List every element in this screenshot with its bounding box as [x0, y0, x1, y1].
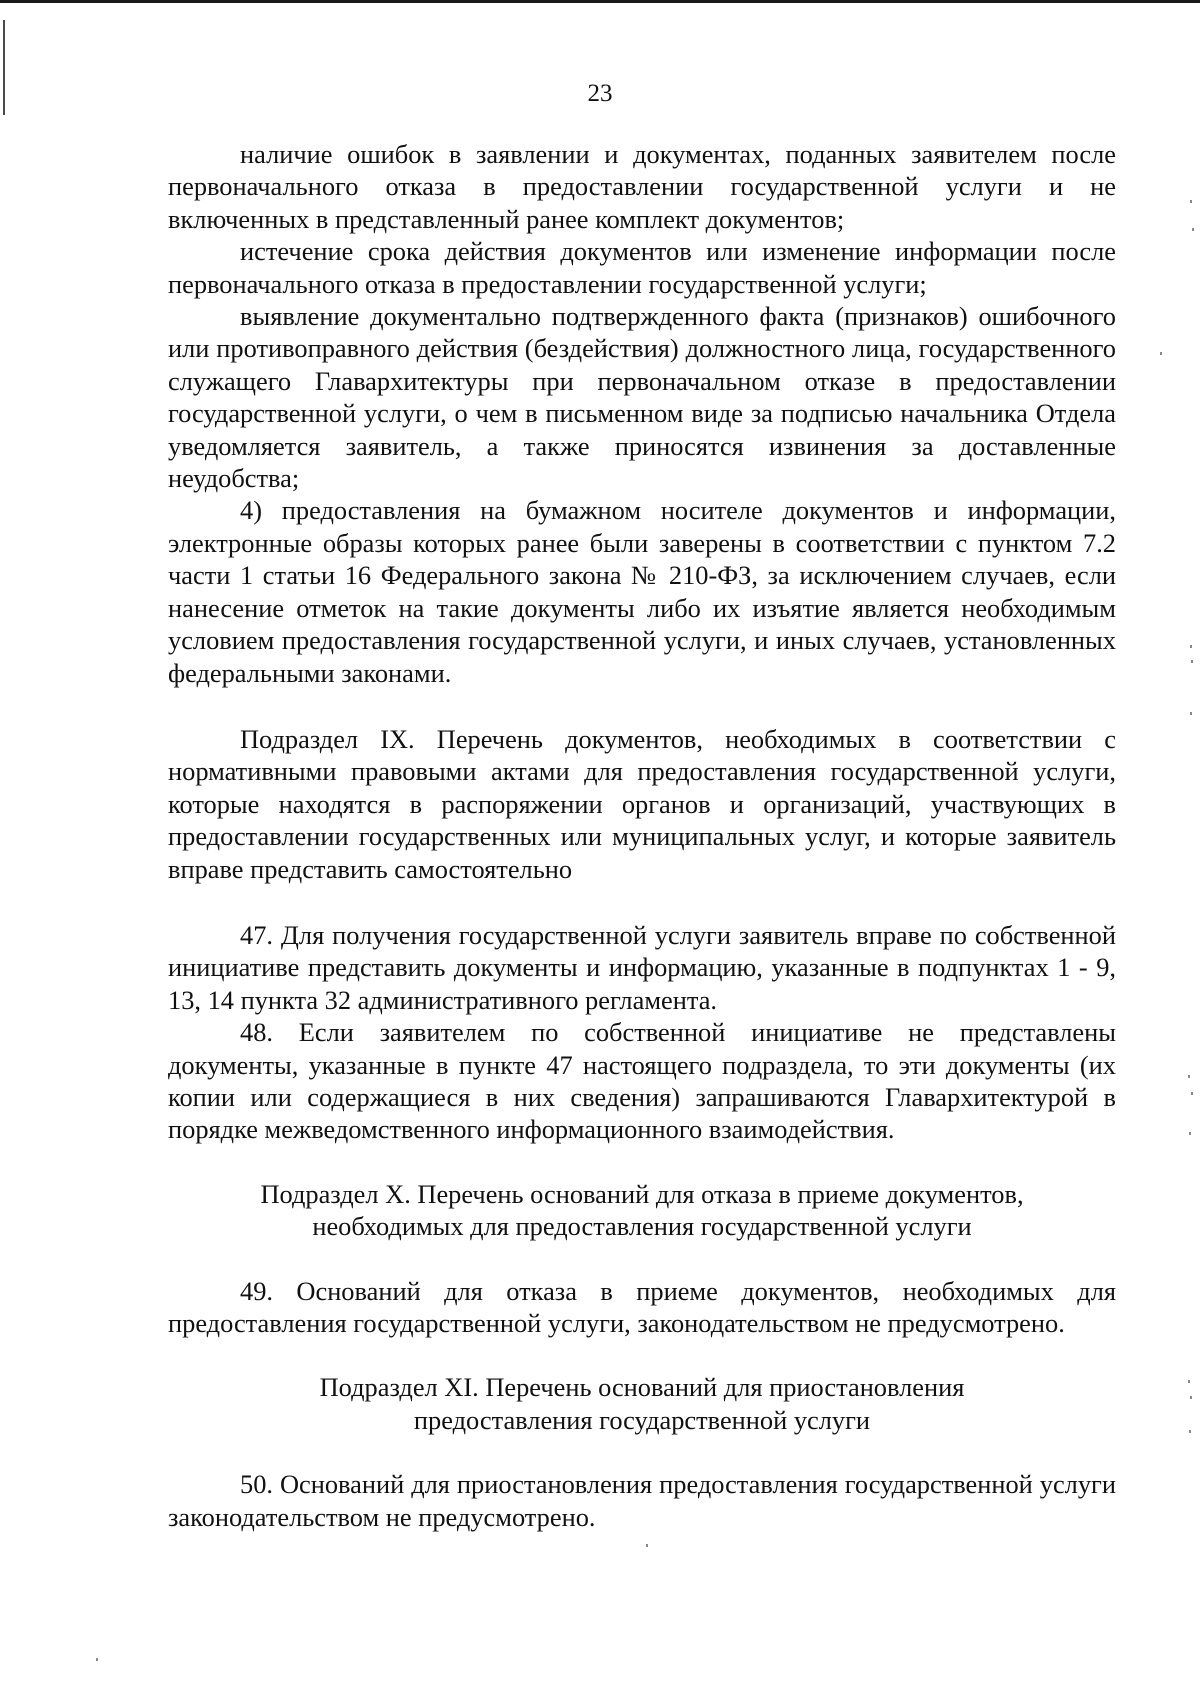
scan-speck	[1189, 1430, 1191, 1433]
scan-top-border	[0, 0, 1200, 3]
scan-speck	[1189, 1132, 1191, 1135]
paragraph-paper-documents: 4) предоставления на бумажном носителе документов и информации, электронные образы которых ранее были заверены в соответствии с пунктом 7.2 части 1 статьи 16 Федерального закона № 210-ФЗ, за исключением случаев, если нанесение отметок на такие документы либо их изъятие является необходимым условием предоставления государственной услуги, и иных случаев, установленных федеральными законами.	[168, 495, 1116, 688]
spacer	[168, 1243, 1116, 1275]
scan-speck	[96, 1658, 98, 1661]
spacer	[168, 1436, 1116, 1468]
scan-speck	[1191, 660, 1193, 663]
subsection-x-title-line2: необходимых для предоставления государственной услуги	[312, 1211, 972, 1242]
subsection-ix-title: Подраздел IX. Перечень документов, необходимых в соответствии с нормативными правовыми актами для предоставления государственной услуги, которые находятся в распоряжении органов и организаций, участвующих в предоставлении государственных или муниципальных услуг, и которые заявитель вправе представить самостоятельно	[168, 723, 1116, 884]
item-49: 49. Оснований для отказа в приеме документов, необходимых для предоставления государственной услуги, законодательством не предусмотрено.	[168, 1275, 1116, 1338]
scan-speck	[1190, 200, 1192, 203]
scan-speck	[1190, 712, 1192, 715]
scan-speck	[1160, 352, 1162, 355]
item-47: 47. Для получения государственной услуги заявитель вправе по собственной инициативе представить документы и информацию, указанные в подпунктах 1 - 9, 13, 14 пункта 32 административного регламента.	[168, 919, 1116, 1015]
paragraph-official-misconduct: выявление документально подтвержденного факта (признаков) ошибочного или противоправного действия (бездействия) должностного лица, государственного служащего Главархитектуры при первоначальном отказе в предоставлении государственной услуги, о чем в письменном виде за подписью начальника Отдела уведомляется заявитель, а также приносятся извинения за доставленные неудобства;	[168, 301, 1116, 494]
subsection-xi-title-line2: предоставления государственной услуги	[413, 1404, 871, 1435]
spacer	[168, 885, 1116, 919]
spacer	[168, 1146, 1116, 1178]
item-48: 48. Если заявителем по собственной инициативе не представлены документы, указанные в пункте 47 настоящего подраздела, то эти документы (их копии или содержащиеся в них сведения) запрашиваются Главархитектурой в порядке межведомственного информационного взаимодействия.	[168, 1017, 1116, 1145]
scan-speck	[1190, 1396, 1192, 1399]
paragraph-document-expiry: истечение срока действия документов или изменение информации после первоначального отказа в предоставлении государственной услуги;	[168, 236, 1116, 299]
spacer	[168, 689, 1116, 723]
subsection-x-title-line1: Подраздел X. Перечень оснований для отказа в приеме документов,	[260, 1178, 1024, 1209]
scan-speck	[1188, 1380, 1190, 1383]
scan-speck	[1191, 1092, 1193, 1095]
scan-speck	[646, 1544, 648, 1547]
subsection-x-title	[168, 1178, 1116, 1243]
scan-speck	[1190, 645, 1192, 648]
item-50: 50. Оснований для приостановления предоставления государственной услуги законодательством не предусмотрено.	[168, 1469, 1116, 1532]
document-body	[168, 138, 1116, 1533]
scan-speck	[1188, 1075, 1190, 1078]
paragraph-errors-in-application: наличие ошибок в заявлении и документах, поданных заявителем после первоначального отказа в предоставлении государственной услуги и не включенных в представленный ранее комплект документов;	[168, 139, 1116, 234]
subsection-xi-title	[168, 1371, 1116, 1436]
subsection-xi-title-line1: Подраздел XI. Перечень оснований для приостановления	[319, 1372, 965, 1403]
scan-speck	[1192, 228, 1194, 231]
page-number: 23	[587, 80, 613, 107]
spacer	[168, 1339, 1116, 1371]
